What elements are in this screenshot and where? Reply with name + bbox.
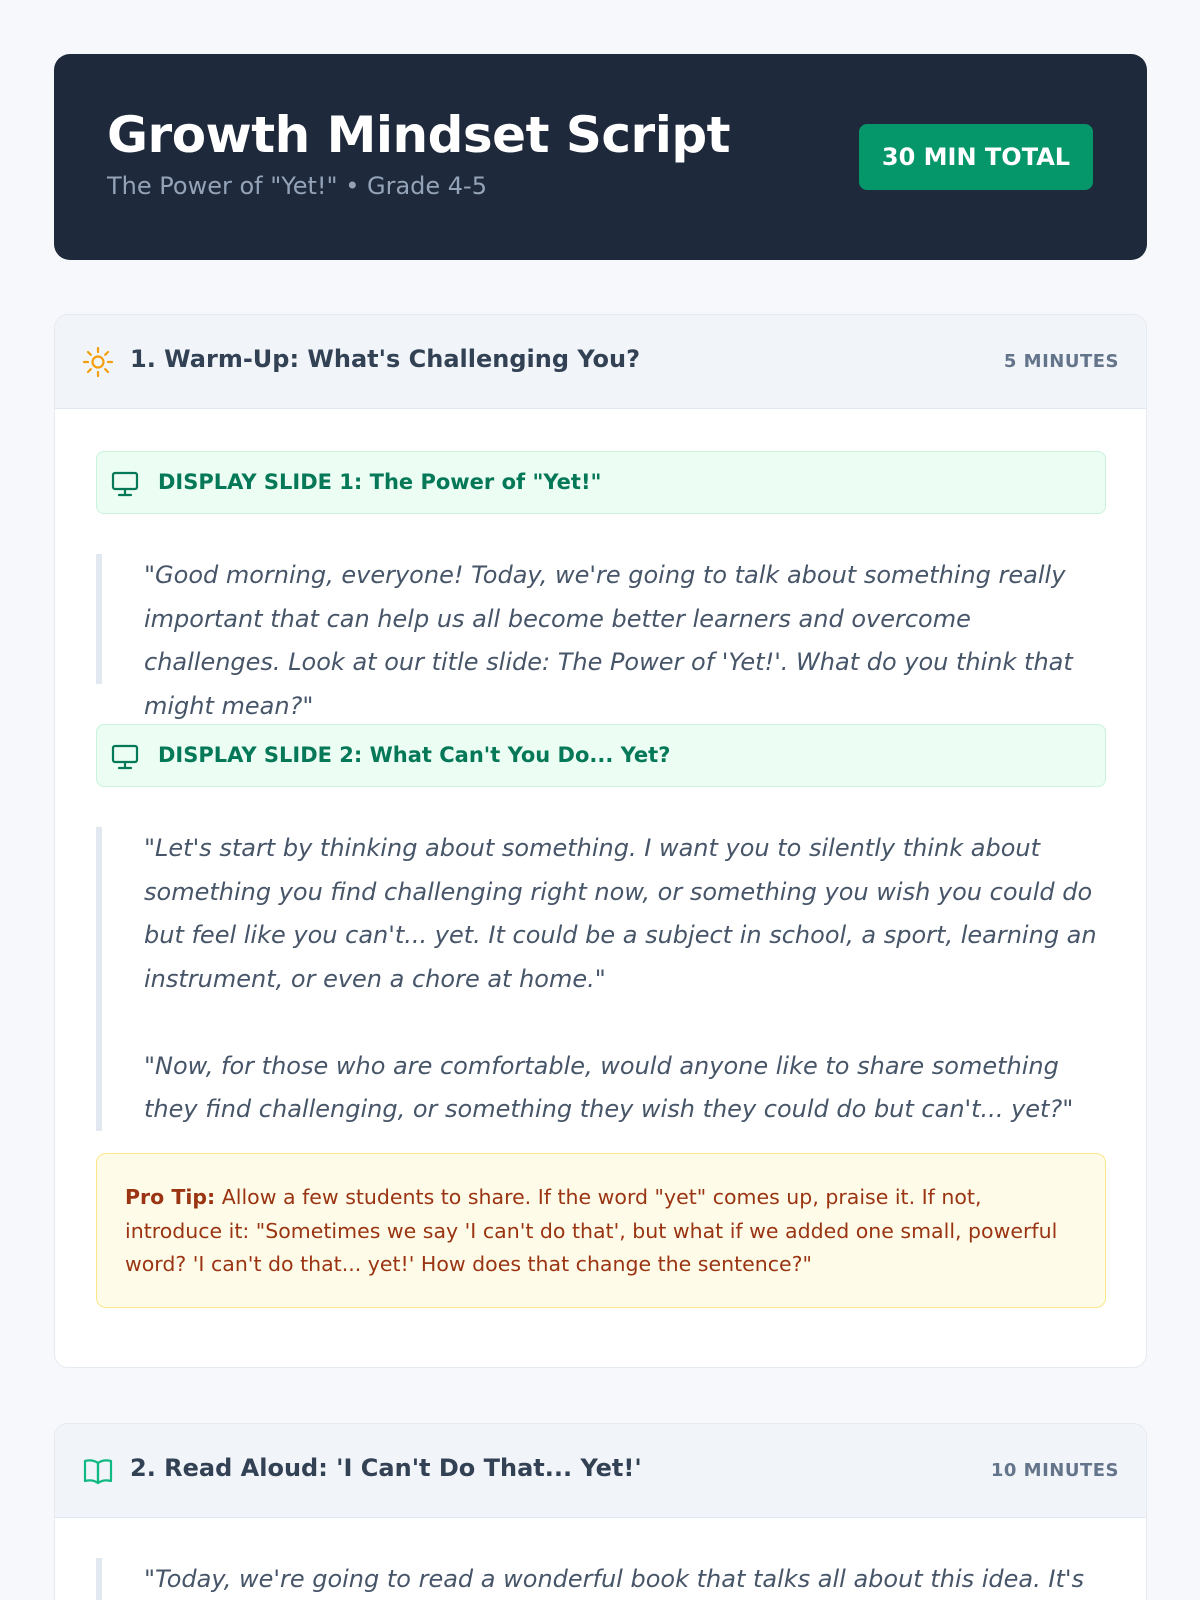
section-warm-up [54, 314, 1147, 1368]
pro-tip-box [96, 1153, 1106, 1308]
script-quote [96, 1558, 1111, 1600]
pro-tip-text: Allow a few students to share. If the word "yet" comes up, praise it. If not, introduce it: "Sometimes we say 'I can't do that', but what if we added one small, powerful word? 'I can't do that... yet!' How does that change the sentence?" [125, 1185, 1058, 1276]
script-header [54, 54, 1147, 260]
monitor-icon [111, 471, 139, 497]
section-header[interactable] [55, 1424, 1146, 1518]
page-title: Growth Mindset Script [107, 106, 731, 164]
monitor-icon [111, 744, 139, 770]
quote-text: "Good morning, everyone! Today, we're going to talk about something really important that can help us all become better learners and overcome challenges. Look at our title slide: The Power of 'Yet!'. What do you think that might mean?" [144, 561, 1073, 720]
section-duration: 10 MINUTES [990, 1460, 1119, 1481]
total-time-badge: 30 MIN TOTAL [859, 124, 1093, 190]
book-open-icon [82, 1455, 114, 1487]
script-quote [96, 554, 1111, 720]
section-duration: 5 MINUTES [1003, 351, 1119, 372]
quote-text: "Today, we're going to read a wonderful book that talks all about this idea. It's [144, 1565, 1084, 1593]
slide-cue-2 [96, 724, 1106, 787]
slide-cue-label: DISPLAY SLIDE 2: What Can't You Do... Yet? [158, 743, 671, 767]
slide-cue-label: DISPLAY SLIDE 1: The Power of "Yet!" [158, 470, 602, 494]
sun-icon [82, 346, 114, 378]
quote-text: "Let's start by thinking about something. I want you to silently think about something you find challenging right now, or something you wish you could do but feel like you can't... yet. It could be a subject in school, a sport, learning an instrument, or even a chore at home." [144, 834, 1097, 993]
section-read-aloud [54, 1423, 1147, 1600]
page-subtitle: The Power of "Yet!" • Grade 4-5 [107, 172, 487, 200]
slide-cue-1 [96, 451, 1106, 514]
section-header[interactable] [55, 315, 1146, 409]
quote-text: "Now, for those who are comfortable, would anyone like to share something they find challenging, or something they wish they could do but can't... yet?" [144, 1051, 1074, 1123]
section-title: 2. Read Aloud: 'I Can't Do That... Yet!' [130, 1454, 642, 1482]
section-title: 1. Warm-Up: What's Challenging You? [130, 345, 641, 373]
pro-tip-label: Pro Tip: [125, 1185, 216, 1209]
script-quote [96, 827, 1111, 1131]
